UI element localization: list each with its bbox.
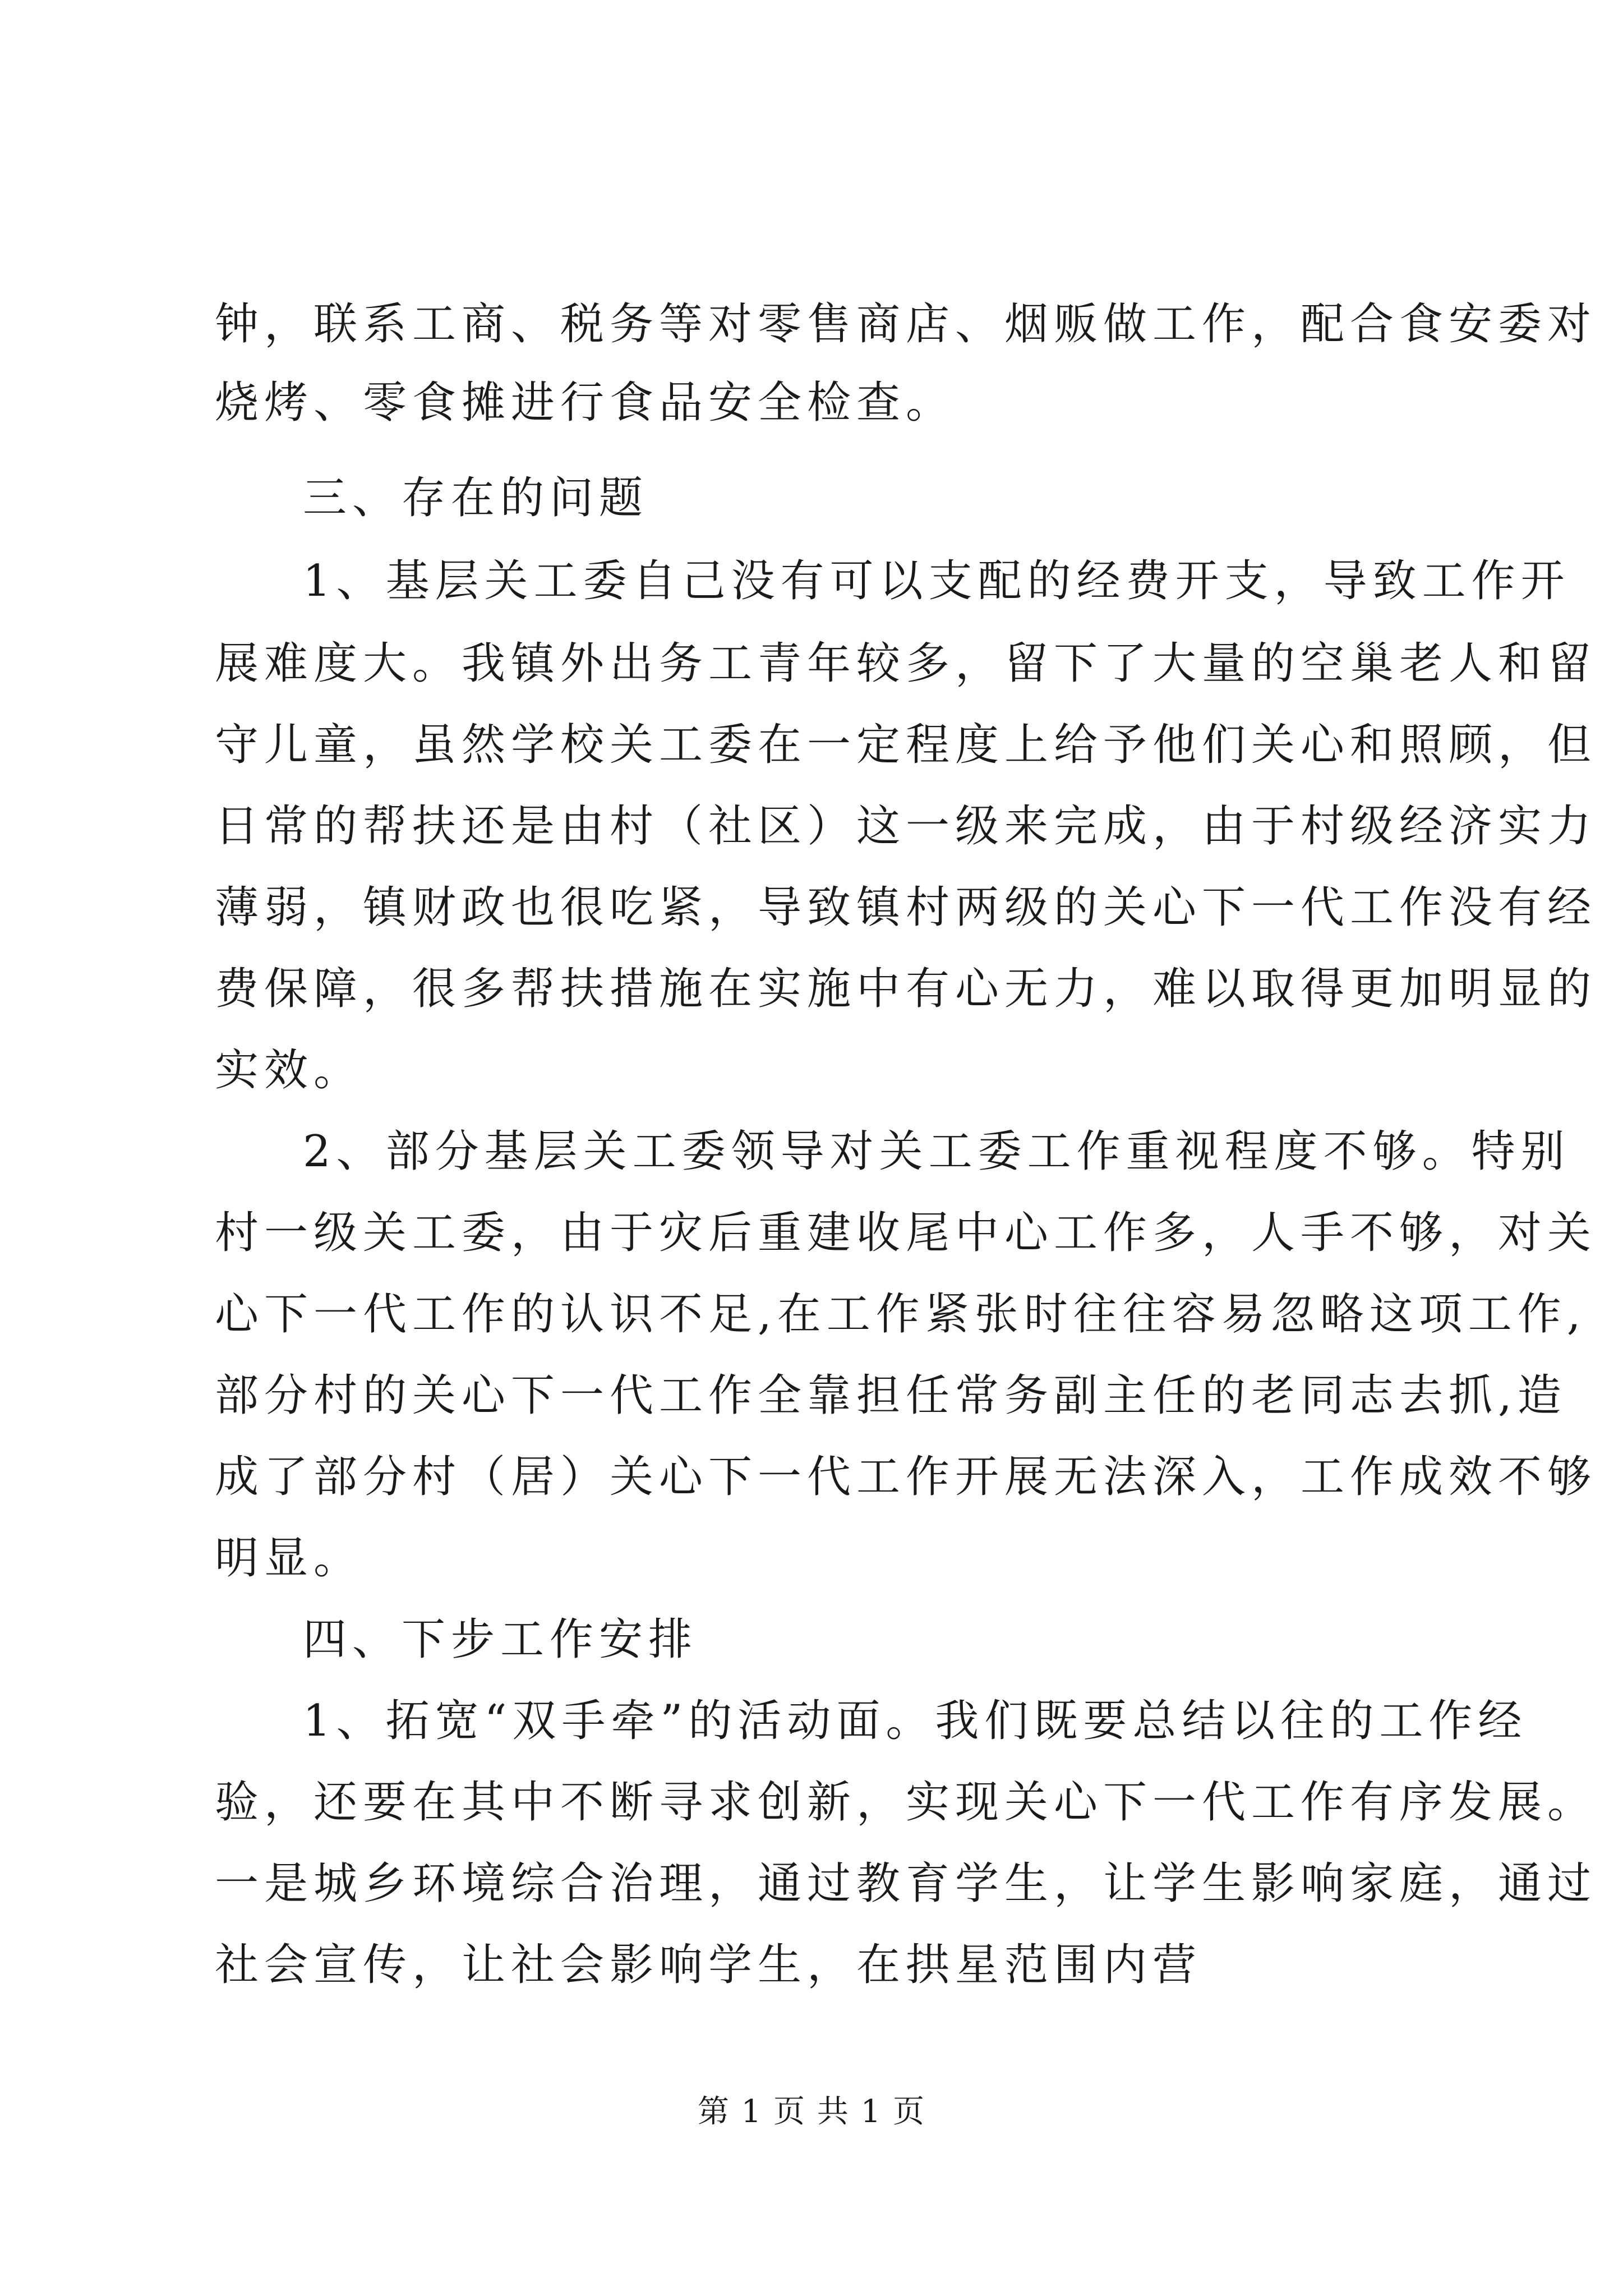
body-line-8: 薄弱，镇财政也很吃紧，导致镇村两级的关心下一代工作没有经	[215, 882, 1597, 933]
body-line-11: 2、部分基层关工委领导对关工委工作重视程度不够。特别	[303, 1126, 1570, 1177]
body-line-1: 钟，联系工商、税务等对零售商店、烟贩做工作，配合食安委对	[215, 299, 1597, 349]
body-line-16: 明显。	[215, 1533, 363, 1584]
section-heading-problems: 三、存在的问题	[303, 473, 649, 523]
body-line-18: 1、拓宽“双手牵”的活动面。我们既要总结以往的工作经	[303, 1696, 1528, 1746]
body-line-14: 部分村的关心下一代工作全靠担任常务副主任的老同志去抓,造	[215, 1370, 1567, 1421]
body-line-21: 社会宣传，让社会影响学生，在拱星范围内营	[215, 1940, 1202, 1990]
page-number-footer: 第 1 页 共 1 页	[697, 2093, 926, 2130]
body-line-12: 村一级关工委，由于灾后重建收尾中心工作多，人手不够，对关	[215, 1208, 1597, 1258]
body-line-13: 心下一代工作的认识不足,在工作紧张时往往容易忽略这项工作,	[215, 1289, 1587, 1340]
body-line-19: 验，还要在其中不断寻求创新，实现关心下一代工作有序发展。	[215, 1777, 1597, 1828]
body-line-20: 一是城乡环境综合治理，通过教育学生，让学生影响家庭，通过	[215, 1858, 1597, 1909]
body-line-7: 日常的帮扶还是由村（社区）这一级来完成，由于村级经济实力	[215, 801, 1597, 852]
body-line-6: 守儿童，虽然学校关工委在一定程度上给予他们关心和照顾，但	[215, 720, 1597, 770]
body-line-10: 实效。	[215, 1045, 363, 1096]
body-line-15: 成了部分村（居）关心下一代工作开展无法深入，工作成效不够	[215, 1452, 1597, 1502]
body-line-2: 烧烤、零食摊进行食品安全检查。	[215, 378, 956, 428]
body-line-5: 展难度大。我镇外出务工青年较多，留下了大量的空巢老人和留	[215, 638, 1597, 689]
body-line-9: 费保障，很多帮扶措施在实施中有心无力，难以取得更加明显的	[215, 964, 1597, 1014]
section-heading-next-steps: 四、下步工作安排	[303, 1614, 698, 1665]
body-line-4: 1、基层关工委自己没有可以支配的经费开支，导致工作开	[303, 556, 1570, 606]
